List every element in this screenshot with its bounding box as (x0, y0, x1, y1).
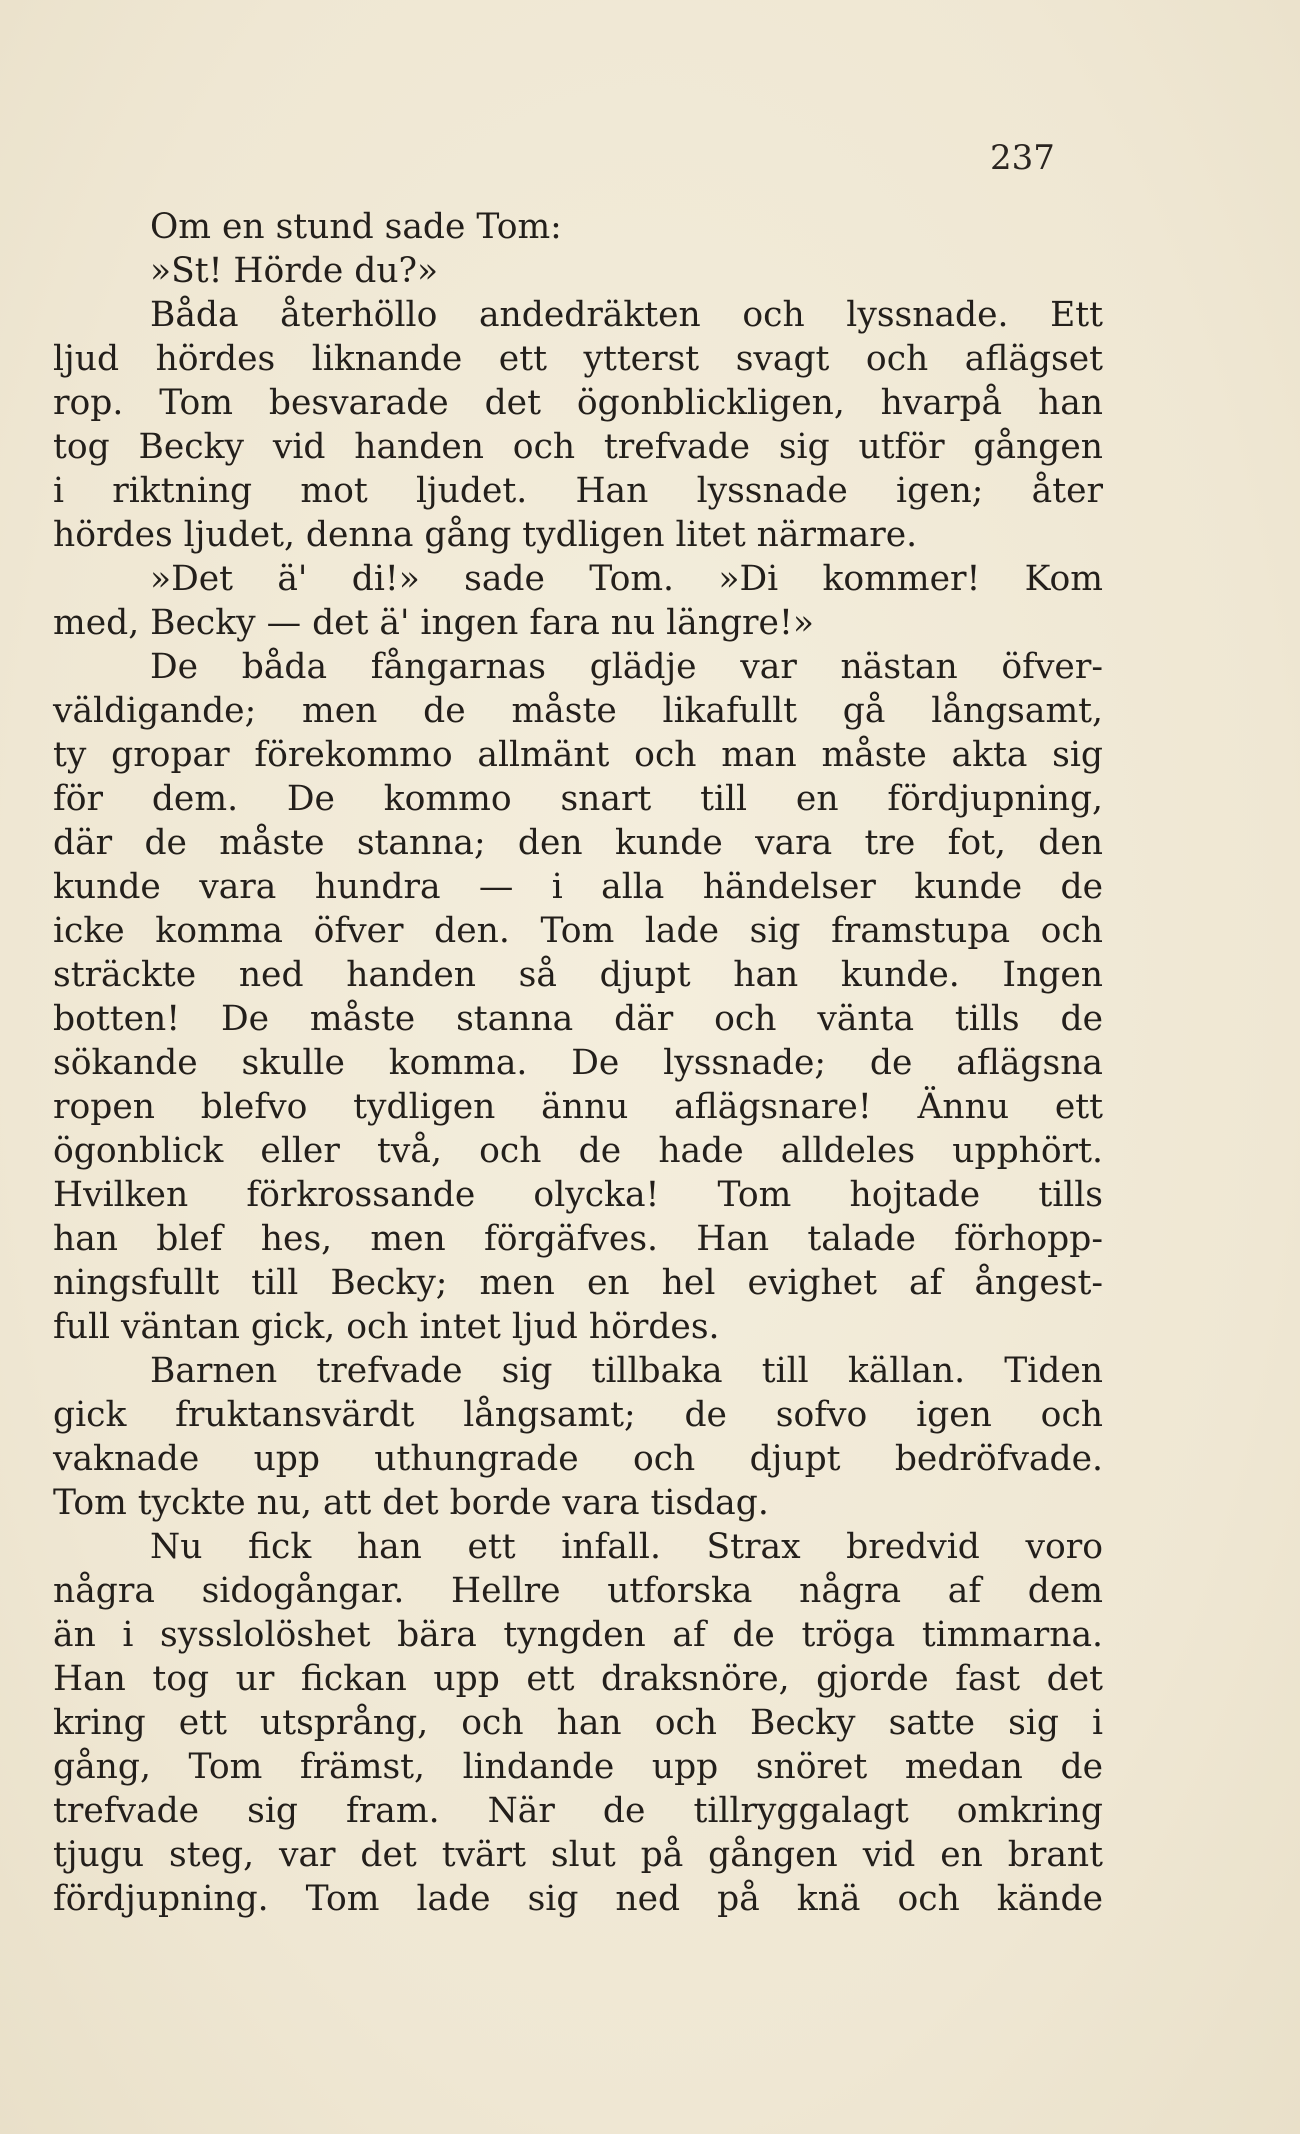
text-line: ljud hördes liknande ett ytterst svagt och aflägset (53, 339, 1103, 379)
text-line: tog Becky vid handen och trefvade sig utför gången (53, 427, 1103, 467)
page-text (53, 205, 1103, 1921)
text-line: icke komma öfver den. Tom lade sig framstupa och (53, 911, 1103, 951)
text-line: full väntan gick, och intet ljud hördes. (53, 1307, 720, 1347)
text-line: Båda återhöllo andedräkten och lyssnade. Ett (150, 295, 1103, 335)
text-line: väldigande; men de måste likafullt gå långsamt, (53, 691, 1103, 731)
text-line: ögonblick eller två, och de hade alldeles upphört. (53, 1131, 1103, 1171)
text-line: trefvade sig fram. När de tillryggalagt omkring (53, 1791, 1103, 1831)
text-line: några sidogångar. Hellre utforska några af dem (53, 1571, 1103, 1611)
text-line: gick fruktansvärdt långsamt; de sofvo igen och (53, 1395, 1103, 1435)
text-line: ropen blefvo tydligen ännu aflägsnare! Ännu ett (53, 1087, 1103, 1127)
text-line: vaknade upp uthungrade och djupt bedröfvade. (53, 1439, 1103, 1479)
text-line: ningsfullt till Becky; men en hel evighet af ångest- (53, 1263, 1103, 1303)
text-line: där de måste stanna; den kunde vara tre fot, den (53, 823, 1103, 863)
text-line: kring ett utsprång, och han och Becky satte sig i (53, 1703, 1103, 1743)
text-line: Tom tyckte nu, att det borde vara tisdag. (53, 1483, 769, 1523)
text-line: han blef hes, men förgäfves. Han talade förhopp- (53, 1219, 1103, 1259)
text-line: rop. Tom besvarade det ögonblickligen, hvarpå han (53, 383, 1103, 423)
text-line: tjugu steg, var det tvärt slut på gången vid en brant (53, 1835, 1103, 1875)
text-line: Barnen trefvade sig tillbaka till källan. Tiden (150, 1351, 1103, 1391)
text-line: än i sysslolöshet bära tyngden af de tröga timmarna. (53, 1615, 1103, 1655)
text-line: De båda fångarnas glädje var nästan öfver- (150, 647, 1103, 687)
text-line: sökande skulle komma. De lyssnade; de aflägsna (53, 1043, 1103, 1083)
text-line: »Det ä' di!» sade Tom. »Di kommer! Kom (150, 559, 1103, 599)
text-line: Hvilken förkrossande olycka! Tom hojtade tills (53, 1175, 1103, 1215)
text-line: botten! De måste stanna där och vänta tills de (53, 999, 1103, 1039)
text-line: sträckte ned handen så djupt han kunde. Ingen (53, 955, 1103, 995)
text-line: med, Becky — det ä' ingen fara nu längre!» (53, 603, 814, 643)
text-line: ty gropar förekommo allmänt och man måste akta sig (53, 735, 1103, 775)
text-line: fördjupning. Tom lade sig ned på knä och kände (53, 1879, 1103, 1919)
text-line: Om en stund sade Tom: (150, 207, 562, 247)
text-line: »St! Hörde du?» (150, 251, 439, 291)
text-line: för dem. De kommo snart till en fördjupning, (53, 779, 1103, 819)
text-line: hördes ljudet, denna gång tydligen litet närmare. (53, 515, 918, 555)
text-line: gång, Tom främst, lindande upp snöret medan de (53, 1747, 1103, 1787)
page-number: 237 (990, 138, 1055, 178)
text-line: i riktning mot ljudet. Han lyssnade igen; åter (53, 471, 1103, 511)
text-line: kunde vara hundra — i alla händelser kunde de (53, 867, 1103, 907)
text-line: Nu fick han ett infall. Strax bredvid voro (150, 1527, 1103, 1567)
text-line: Han tog ur fickan upp ett draksnöre, gjorde fast det (53, 1659, 1103, 1699)
